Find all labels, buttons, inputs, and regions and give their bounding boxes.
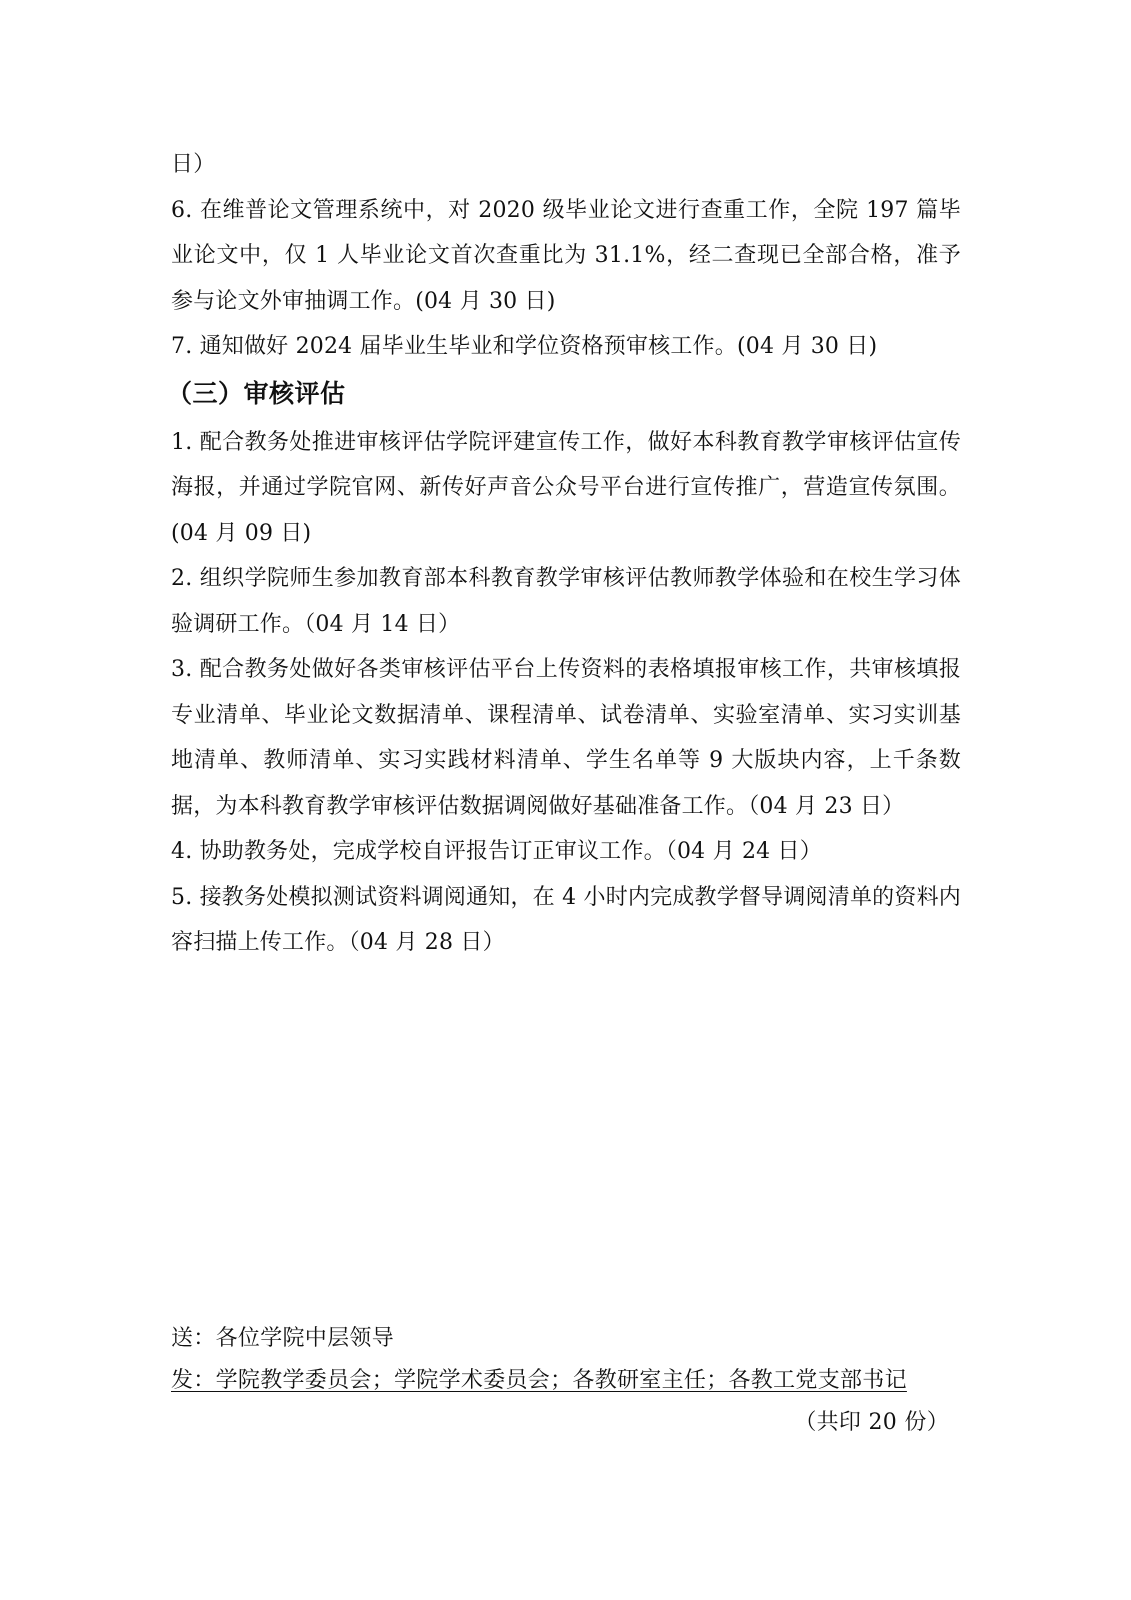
- list-item-b1: 1. 配合教务处推进审核评估学院评建宣传工作，做好本科教育教学审核评估宣传海报，并通过学院官网、新传好声音公众号平台进行宣传推广，营造宣传氛围。(04 月 09 日): [171, 429, 961, 546]
- list-item-b4: 4. 协助教务处，完成学校自评报告订正审议工作。（04 月 24 日）: [171, 839, 822, 864]
- distribute-to-line: 发：学院教学委员会；学院学术委员会；各教研室主任；各教工党支部书记: [171, 1368, 907, 1393]
- list-item-b3: 3. 配合教务处做好各类审核评估平台上传资料的表格填报审核工作，共审核填报专业清单、毕业论文数据清单、课程清单、试卷清单、实验室清单、实习实训基地清单、教师清单、实习实践材料清单、学生名单等 9 大版块内容，上千条数据，为本科教育教学审核评估数据调阅做好基础准备工作。（04 月 23 日）: [171, 657, 961, 819]
- section-heading-audit: （三）审核评估: [167, 378, 346, 408]
- list-item-a6: 6. 在维普论文管理系统中，对 2020 级毕业论文进行查重工作，全院 197 篇毕业论文中，仅 1 人毕业论文首次查重比为 31.1%，经二查现已全部合格，准予参与论文外审抽调工作。(04 月 30 日): [171, 197, 961, 314]
- copies-count: （共印 20 份）: [794, 1410, 949, 1435]
- continued-fragment: 日）: [171, 152, 216, 177]
- list-item-b5: 5. 接教务处模拟测试资料调阅通知，在 4 小时内完成教学督导调阅清单的资料内容扫描上传工作。（04 月 28 日）: [171, 884, 961, 955]
- distribution-footer: [171, 1318, 961, 1444]
- document-body: [167, 142, 961, 966]
- list-item-b2: 2. 组织学院师生参加教育部本科教育教学审核评估教师教学体验和在校生学习体验调研工作。（04 月 14 日）: [171, 566, 961, 637]
- send-to-line: 送：各位学院中层领导: [171, 1326, 395, 1351]
- list-item-a7: 7. 通知做好 2024 届毕业生毕业和学位资格预审核工作。(04 月 30 日): [171, 334, 878, 359]
